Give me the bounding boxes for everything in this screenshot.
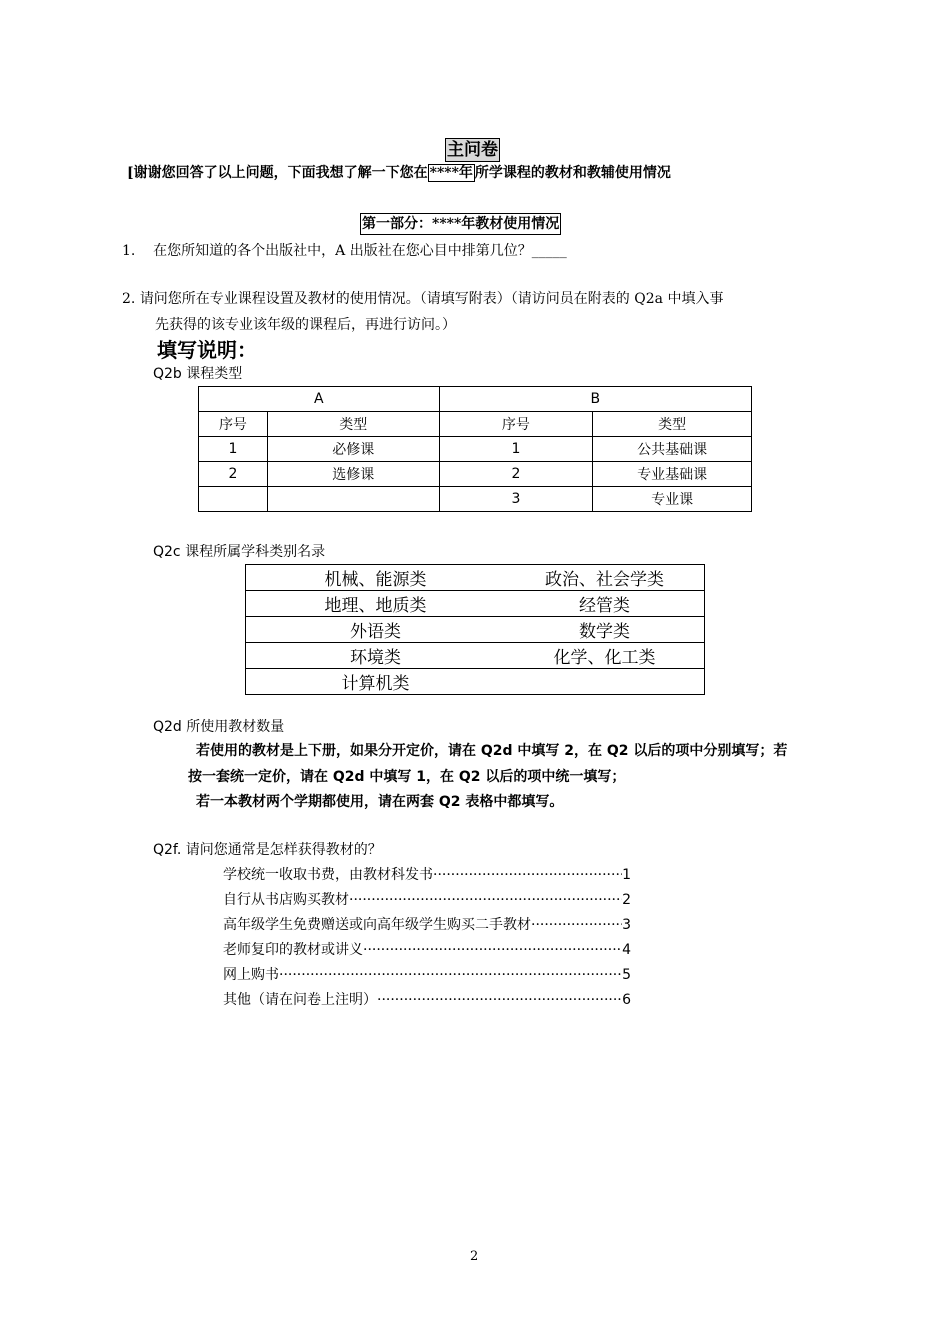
table-cell: 公共基础课 bbox=[593, 437, 752, 462]
table-cell: 政治、社会学类 bbox=[505, 565, 705, 591]
table-row bbox=[246, 617, 705, 643]
option-code: 6 bbox=[622, 992, 631, 1008]
q2b-course-type-table bbox=[198, 386, 752, 512]
q2c-label: Q2c 课程所属学科类别名录 bbox=[153, 544, 326, 560]
table-cell: 专业基础课 bbox=[593, 462, 752, 487]
table-cell: 数学类 bbox=[505, 617, 705, 643]
table-cell: 3 bbox=[439, 487, 593, 512]
q2f-label: Q2f. 请问您通常是怎样获得教材的？ bbox=[153, 842, 382, 858]
leader-dots bbox=[363, 940, 622, 960]
intro-suffix: 所学课程的教材和教辅使用情况 bbox=[474, 165, 671, 181]
table-cell: 环境类 bbox=[246, 643, 505, 669]
table-cell: 经管类 bbox=[505, 591, 705, 617]
table-cell: 计算机类 bbox=[246, 669, 505, 695]
table-cell: 专业课 bbox=[593, 487, 752, 512]
leader-dots bbox=[279, 965, 622, 985]
page-number: 2 bbox=[470, 1249, 479, 1264]
leader-dots bbox=[531, 915, 622, 935]
table-row bbox=[246, 565, 705, 591]
q2c-subject-category-table bbox=[245, 564, 705, 695]
main-title: 主问卷 bbox=[447, 140, 498, 160]
question-1 bbox=[122, 240, 567, 262]
option-code: 1 bbox=[622, 867, 631, 883]
column-header: 序号 bbox=[439, 412, 593, 437]
table-row bbox=[246, 591, 705, 617]
column-header: 类型 bbox=[593, 412, 752, 437]
option-text: 老师复印的教材或讲义 bbox=[223, 942, 363, 958]
q2-number: 2. bbox=[122, 291, 136, 307]
q2b-label: Q2b 课程类型 bbox=[153, 366, 243, 382]
table-cell: 1 bbox=[199, 437, 268, 462]
table-row bbox=[199, 437, 752, 462]
table-cell: 选修课 bbox=[267, 462, 439, 487]
option-text: 网上购书 bbox=[223, 967, 279, 983]
part1-title: 第一部分：****年教材使用情况 bbox=[360, 213, 561, 235]
intro-prefix: [谢谢您回答了以上问题，下面我想了解一下您在 bbox=[127, 165, 428, 181]
table-cell: 必修课 bbox=[267, 437, 439, 462]
table-cell: 地理、地质类 bbox=[246, 591, 505, 617]
q2f-option bbox=[223, 915, 631, 935]
option-text: 高年级学生免费赠送或向高年级学生购买二手教材 bbox=[223, 917, 531, 933]
q2-text: 请问您所在专业课程设置及教材的使用情况。（请填写附表）（请访问员在附表的 Q2a 中填入事 bbox=[139, 291, 724, 307]
q2d-note-line3: 若一本教材两个学期都使用，请在两套 Q2 表格中都填写。 bbox=[196, 794, 564, 810]
option-code: 2 bbox=[622, 892, 631, 908]
table-cell: 机械、能源类 bbox=[246, 565, 505, 591]
leader-dots bbox=[377, 990, 622, 1010]
table-cell: 化学、化工类 bbox=[505, 643, 705, 669]
option-code: 4 bbox=[622, 942, 631, 958]
option-code: 5 bbox=[622, 967, 631, 983]
q2-text-line2: 先获得的该专业该年级的课程后，再进行访问。） bbox=[155, 317, 456, 333]
q2d-label: Q2d 所使用教材数量 bbox=[153, 719, 285, 735]
table-cell bbox=[505, 669, 705, 695]
table-row bbox=[246, 643, 705, 669]
intro-text bbox=[127, 163, 671, 183]
q2f-option bbox=[223, 990, 631, 1010]
leader-dots bbox=[349, 890, 622, 910]
intro-year-box: ****年 bbox=[429, 165, 473, 181]
column-header: 类型 bbox=[267, 412, 439, 437]
q2f-option bbox=[223, 940, 631, 960]
option-text: 自行从书店购买教材 bbox=[223, 892, 349, 908]
table-cell: 1 bbox=[439, 437, 593, 462]
table-row bbox=[199, 387, 752, 412]
q2d-note-line1: 若使用的教材是上下册，如果分开定价，请在 Q2d 中填写 2，在 Q2 以后的项中分别填写；若 bbox=[196, 743, 788, 759]
table-cell: 2 bbox=[199, 462, 268, 487]
option-text: 学校统一收取书费，由教材科发书 bbox=[223, 867, 433, 883]
table-cell: 2 bbox=[439, 462, 593, 487]
table-cell bbox=[267, 487, 439, 512]
fill-instructions-title: 填写说明： bbox=[157, 338, 257, 362]
table-cell bbox=[199, 487, 268, 512]
table-row bbox=[199, 462, 752, 487]
option-code: 3 bbox=[622, 917, 631, 933]
q2f-option bbox=[223, 965, 631, 985]
group-a-header: A bbox=[199, 387, 440, 412]
q2d-note-line2: 按一套统一定价，请在 Q2d 中填写 1，在 Q2 以后的项中统一填写； bbox=[188, 769, 626, 785]
group-b-header: B bbox=[439, 387, 751, 412]
q1-number: 1. bbox=[122, 243, 136, 259]
table-row bbox=[199, 487, 752, 512]
q2f-option bbox=[223, 890, 631, 910]
leader-dots bbox=[433, 865, 622, 885]
table-row bbox=[199, 412, 752, 437]
q1-text: 在您所知道的各个出版社中，A 出版社在您心目中排第几位？_____ bbox=[153, 243, 567, 259]
option-text: 其他（请在问卷上注明） bbox=[223, 992, 377, 1008]
table-cell: 外语类 bbox=[246, 617, 505, 643]
column-header: 序号 bbox=[199, 412, 268, 437]
table-row bbox=[246, 669, 705, 695]
q2f-option bbox=[223, 865, 631, 885]
question-2 bbox=[122, 288, 723, 310]
